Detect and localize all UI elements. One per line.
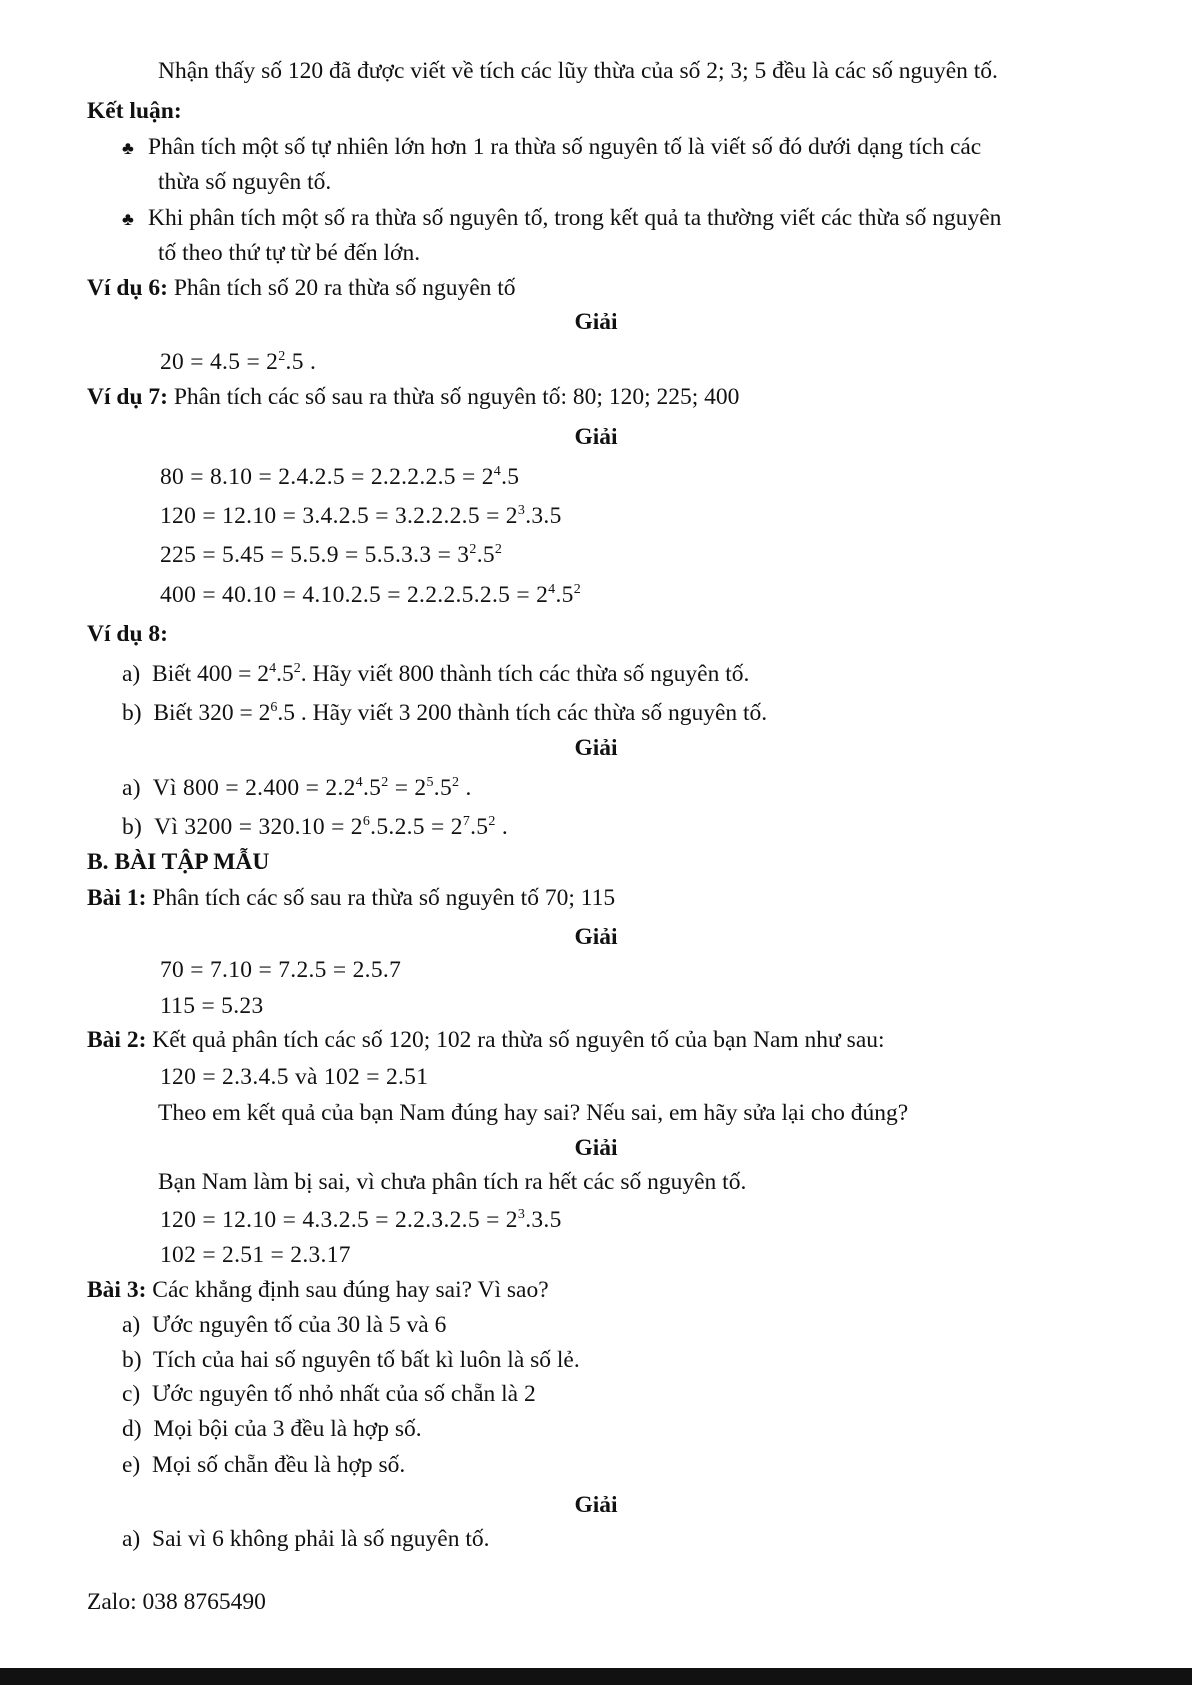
example-6	[87, 274, 516, 303]
section-heading: B. BÀI TẬP MẪU	[87, 849, 270, 875]
answer-a: a) Vì $800 = 2.400 = 2.2^4.5^2 = 2^5.5^2$ .	[122, 775, 472, 801]
exercise-text: Kết quả phân tích các số 120; 102 ra thừa số nguyên tố của bạn Nam như sau:	[152, 1027, 885, 1053]
list-item: c) Ước nguyên tố nhỏ nhất của số chẵn là 2	[122, 1381, 536, 1407]
item-mark: a)	[122, 661, 141, 687]
solution-heading: Giải	[574, 424, 618, 450]
solution-heading: Giải	[574, 1492, 618, 1518]
equation: 115 = 5.23	[160, 993, 264, 1019]
bai-1	[87, 884, 615, 913]
club-icon: ♣	[122, 209, 134, 229]
solution-heading: Giải	[574, 735, 618, 761]
example-label: Ví dụ 7:	[87, 384, 168, 410]
equation: $80 = 8.10 = 2.4.2.5 = 2.2.2.2.5 = 2^4.5$	[160, 464, 520, 490]
example-7	[87, 383, 739, 412]
list-item: d) Mọi bội của 3 đều là hợp số.	[122, 1416, 422, 1442]
footer-contact: Zalo: 038 8765490	[87, 1589, 266, 1615]
equation: 102 = 2.51 = 2.3.17	[160, 1242, 351, 1268]
bai-3	[87, 1276, 549, 1305]
conclusion-bullet	[122, 204, 1001, 233]
exercise-label: Bài 2:	[87, 1027, 147, 1053]
conclusion-heading: Kết luận:	[87, 98, 182, 124]
club-icon: ♣	[122, 138, 134, 158]
equation: $120 = 12.10 = 3.4.2.5 = 3.2.2.2.5 = 2^3.3.5$	[160, 503, 562, 529]
equation: $225 = 5.45 = 5.5.9 = 5.5.3.3 = 3^2.5^2$	[160, 542, 503, 568]
example-text: Phân tích số 20 ra thừa số nguyên tố	[173, 275, 516, 301]
equation: $120 = 12.10 = 4.3.2.5 = 2.2.3.2.5 = 2^3.3.5$	[160, 1207, 562, 1233]
exercise-text: Phân tích các số sau ra thừa số nguyên tố 70; 115	[152, 885, 616, 911]
example-8-label: Ví dụ 8:	[87, 621, 168, 647]
list-item: a) Ước nguyên tố của 30 là 5 và 6	[122, 1312, 447, 1338]
equation: $400 = 40.10 = 4.10.2.5 = 2.2.2.5.2.5 = 2^4.5^2$	[160, 582, 581, 608]
answer-text: Bạn Nam làm bị sai, vì chưa phân tích ra hết các số nguyên tố.	[158, 1169, 747, 1195]
item-mark: b)	[122, 700, 142, 726]
example-text: Phân tích các số sau ra thừa số nguyên tố: 80; 120; 225; 400	[173, 384, 740, 410]
bullet-text: Phân tích một số tự nhiên lớn hơn 1 ra thừa số nguyên tố là viết số đó dưới dạng tích các	[148, 134, 982, 160]
given-equation: 120 = 2.3.4.5 và 102 = 2.51	[160, 1064, 429, 1090]
question-text: Theo em kết quả của bạn Nam đúng hay sai? Nếu sai, em hãy sửa lại cho đúng?	[158, 1100, 909, 1126]
bullet-continuation: tố theo thứ tự từ bé đến lớn.	[158, 240, 421, 266]
list-item: e) Mọi số chẵn đều là hợp số.	[122, 1452, 406, 1478]
solution-heading: Giải	[574, 924, 618, 950]
equation: $20 = 4.5 = 2^2.5$ .	[160, 349, 317, 375]
exercise-text: Các khẳng định sau đúng hay sai? Vì sao?	[152, 1277, 549, 1303]
exercise-label: Bài 1:	[87, 885, 147, 911]
bullet-text: Khi phân tích một số ra thừa số nguyên tố, trong kết quả ta thường viết các thừa số nguyên	[148, 205, 1002, 231]
bai-2	[87, 1026, 885, 1055]
solution-heading: Giải	[574, 309, 618, 335]
equation: 70 = 7.10 = 7.2.5 = 2.5.7	[160, 957, 402, 983]
list-item: b) Tích của hai số nguyên tố bất kì luôn là số lẻ.	[122, 1347, 580, 1373]
bottom-bar	[0, 1668, 1192, 1685]
answer-item: a) Sai vì 6 không phải là số nguyên tố.	[122, 1526, 490, 1552]
bullet-continuation: thừa số nguyên tố.	[158, 169, 332, 195]
exercise-label: Bài 3:	[87, 1277, 147, 1303]
answer-b: b) Vì $3200 = 320.10 = 2^6.5.2.5 = 2^7.5^2$ .	[122, 814, 509, 840]
example-8-part-a: a) Biết $400 = 2^4.5^2$. Hãy viết 800 thành tích các thừa số nguyên tố.	[122, 661, 750, 687]
solution-heading: Giải	[574, 1135, 618, 1161]
example-label: Ví dụ 6:	[87, 275, 168, 301]
example-8-part-b: b) Biết $320 = 2^6.5$ . Hãy viết 3 200 thành tích các thừa số nguyên tố.	[122, 700, 768, 726]
intro-text: Nhận thấy số 120 đã được viết về tích các lũy thừa của số 2; 3; 5 đều là các số nguyên tố.	[158, 58, 998, 84]
conclusion-bullet	[122, 133, 981, 162]
